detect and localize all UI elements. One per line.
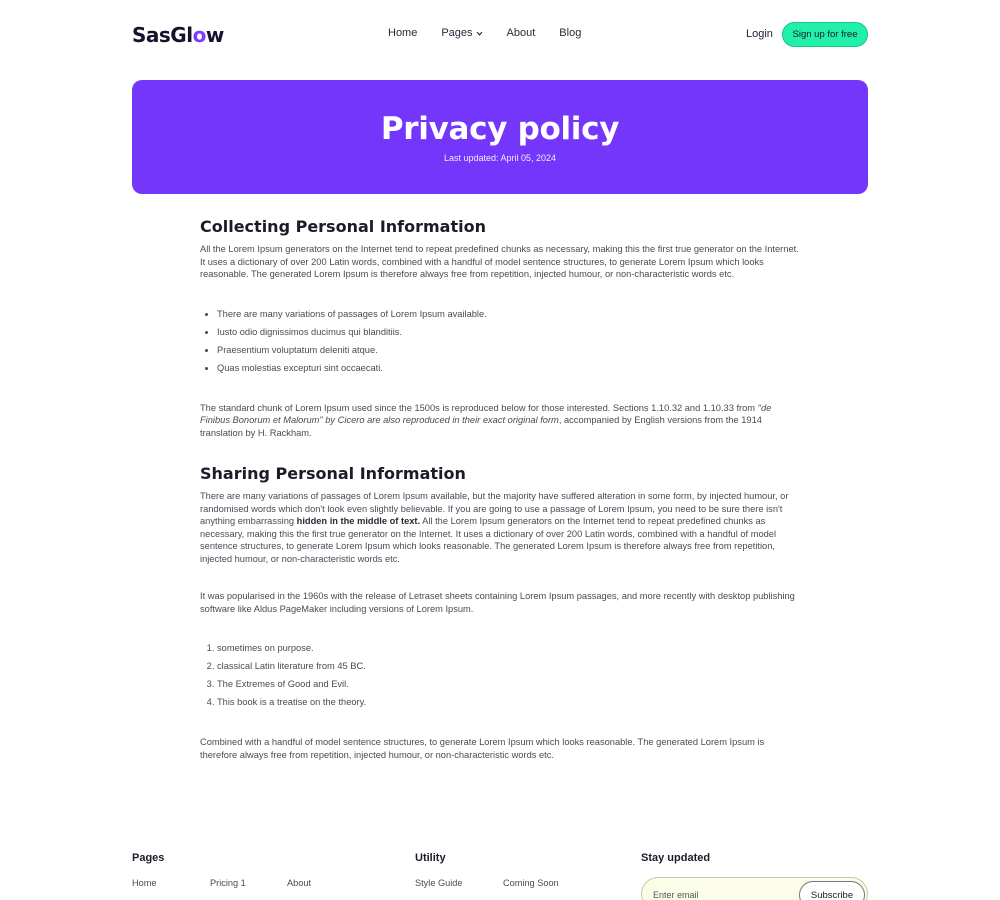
footer-link-coming-soon[interactable]: Coming Soon: [503, 878, 559, 888]
text-span: , accompanied by English versions from the 1914 translation by H. Rackham.: [200, 415, 762, 438]
paragraph: It was popularised in the 1960s with the release of Letraset sheets containing Lorem Ipsum passages, and more recently with desktop publishing software like Aldus PageMaker including versions of Lorem Ipsum.: [200, 591, 795, 614]
chevron-down-icon: [476, 30, 483, 37]
paragraph: All the Lorem Ipsum generators on the Internet tend to repeat predefined chunks as necessary, making this the first true generator on the Internet. It uses a dictionary of over 200 Latin words, combined with a handful of model sentence structures, to generate Lorem Ipsum which looks reasonable. The generated Lorem Ipsum is therefore always free from repetition, injected humour, or non-characteristic words etc.: [200, 244, 799, 279]
section-collecting: [200, 217, 800, 439]
signup-button[interactable]: Sign up for free: [782, 22, 868, 47]
footer-stay-title: Stay updated: [641, 852, 711, 864]
footer-link-about[interactable]: About: [287, 878, 312, 888]
text-span: There are many variations of passages of Lorem Ipsum available, but the majority have suffered alteration in some form, by injected humour, or randomised words which don't look even slightly believable. If you are going to use a passage of Lorem Ipsum, you need to be sure there isn't anything embarrassing: [200, 491, 789, 526]
list-item: • Quas molestias excepturi sint occaecati.: [217, 359, 800, 377]
policy-content: [200, 217, 800, 761]
main-nav: [388, 27, 581, 39]
text-span: All the Lorem Ipsum generators on the Internet tend to repeat predefined chunks as necessary, making this the first true generator on the Internet. It uses a dictionary of over 200 Latin words, combined with a handful of model sentence structures, to generate Lorem Ipsum which looks reasonable. The generated Lorem Ipsum is therefore always free from repetition, injected humour, or non-characteristic words etc.: [200, 516, 777, 564]
page-title: Privacy policy: [380, 111, 620, 147]
nav-home-label: Home: [388, 27, 418, 39]
list-item: 1. sometimes on purpose.: [217, 639, 800, 657]
footer-link-pricing[interactable]: Pricing 1: [210, 878, 246, 888]
paragraph: Combined with a handful of model sentence structures, to generate Lorem Ipsum which looks reasonable. The generated Lorem Ipsum is therefore always free from repetition, injected humour, or non-characteristic words etc.: [200, 737, 765, 760]
text-span: The standard chunk of Lorem Ipsum used since the 1500s is reproduced below for those interested. Sections 1.10.32 and 1.10.33 from: [200, 402, 758, 413]
site-header: [132, 20, 868, 50]
nav-home[interactable]: [388, 27, 417, 39]
list-item: • Iusto odio dignissimos ducimus qui blanditiis.: [217, 323, 800, 341]
list-item: • There are many variations of passages of Lorem Ipsum available.: [217, 305, 800, 323]
footer-link-style-guide[interactable]: Style Guide: [415, 878, 463, 888]
nav-blog[interactable]: [559, 27, 581, 39]
list-item: • Praesentium voluptatum deleniti atque.: [217, 341, 800, 359]
nav-blog-label: Blog: [559, 27, 582, 39]
logo-text-end: w: [205, 23, 224, 47]
email-input[interactable]: Enter email: [653, 890, 699, 900]
last-updated: Last updated: April 05, 2024: [443, 153, 557, 163]
italic-citation: "de Finibus Bonorum et Malorum" by Cicero are also reproduced in their exact original form: [200, 402, 772, 425]
nav-pages[interactable]: [441, 27, 482, 39]
list-item: 3. The Extremes of Good and Evil.: [217, 675, 800, 693]
hero-banner: [132, 80, 868, 194]
footer-pages-title: Pages: [132, 852, 165, 864]
footer-utility-title: Utility: [415, 852, 446, 864]
nav-pages-label: Pages: [441, 27, 473, 39]
subscribe-button[interactable]: Subscribe: [799, 881, 865, 900]
footer-link-home[interactable]: Home: [132, 878, 157, 888]
numbered-list: [200, 639, 800, 711]
nav-about-label: About: [506, 27, 536, 39]
nav-about[interactable]: [507, 27, 536, 39]
newsletter-form: [641, 877, 868, 900]
site-footer: [132, 852, 868, 900]
logo-accent: o: [192, 23, 206, 47]
bullet-list: [200, 305, 800, 377]
logo-text: SasGl: [132, 23, 193, 47]
list-item: 4. This book is a treatise on the theory.: [217, 693, 800, 711]
list-item: 2. classical Latin literature from 45 BC.: [217, 657, 800, 675]
paragraph: [200, 402, 800, 440]
section-heading: Sharing Personal Information: [200, 464, 466, 483]
section-heading: Collecting Personal Information: [200, 217, 486, 236]
logo[interactable]: [132, 23, 224, 47]
bold-text: hidden in the middle of text.: [296, 516, 421, 526]
paragraph: [200, 490, 800, 565]
login-link[interactable]: Login: [746, 28, 773, 40]
section-sharing: [200, 464, 800, 761]
